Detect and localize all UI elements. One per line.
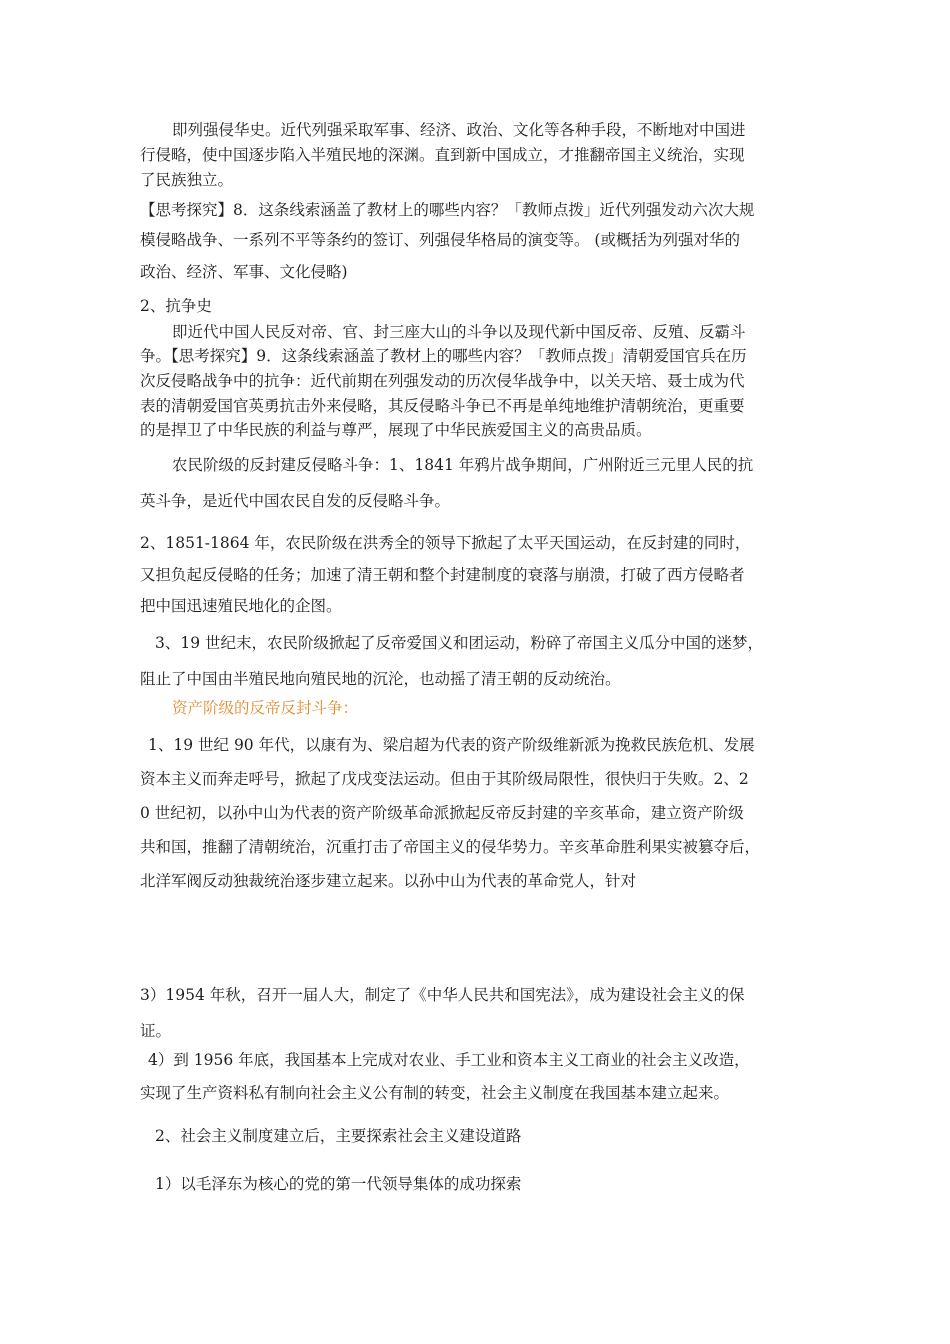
text-line: 行侵略，使中国逐步陷入半殖民地的深渊。直到新中国成立，才推翻帝国主义统治，实现 [140,146,745,164]
text-line: 3）1954 年秋，召开一届人大，制定了《中华人民共和国宪法》，成为建设社会主义的保 [140,986,745,1004]
text-line: 的是捍卫了中华民族的利益与尊严，展现了中华民族爱国主义的高贵品质。 [140,421,652,439]
text-line: 资本主义而奔走呼号，掀起了戊戌变法运动。但由于其阶级局限性，很快归于失败。2、2 [140,770,749,788]
text-line: 北洋军阀反动独裁统治逐步建立起来。以孙中山为代表的革命党人，针对 [140,872,637,890]
text-line: 4）到 1956 年底，我国基本上完成对农业、手工业和资本主义工商业的社会主义改造， [148,1051,750,1069]
text-line: 证。 [140,1022,172,1040]
text-line: 把中国迅速殖民地化的企图。 [140,597,342,615]
text-line: 1）以毛泽东为核心的党的第一代领导集体的成功探索 [155,1175,522,1193]
text-line: 英斗争，是近代中国农民自发的反侵略斗争。 [140,492,451,510]
text-line: 争。【思考探究】9．这条线索涵盖了教材上的哪些内容？「教师点拨」清朝爱国官兵在历 [140,347,747,365]
text-line: 即列强侵华史。近代列强采取军事、经济、政治、文化等各种手段，不断地对中国进 [172,121,746,139]
text-line: 政治、经济、军事、文化侵略) [140,263,348,281]
section-heading: 2、抗争史 [140,297,212,315]
text-line: 阻止了中国由半殖民地向殖民地的沉沦，也动摇了清王朝的反动统治。 [140,670,621,688]
text-line: 实现了生产资料私有制向社会主义公有制的转变，社会主义制度在我国基本建立起来。 [140,1084,730,1102]
text-line: 了民族独立。 [140,171,234,189]
text-line: 0 世纪初，以孙中山为代表的资产阶级革命派掀起反帝反封建的辛亥革命，建立资产阶级 [140,804,744,822]
text-line: 共和国，推翻了清朝统治，沉重打击了帝国主义的侵华势力。辛亥革命胜利果实被篡夺后， [140,838,761,856]
text-line: 次反侵略战争中的抗争：近代前期在列强发动的历次侵华战争中，以关天培、聂士成为代 [140,372,745,390]
text-line: 表的清朝爱国官英勇抗击外来侵略，其反侵略斗争已不再是单纯地维护清朝统治，更重要 [140,397,745,415]
section-heading: 资产阶级的反帝反封斗争： [172,699,359,717]
text-line: 3、19 世纪末，农民阶级掀起了反帝爱国义和团运动，粉碎了帝国主义瓜分中国的迷梦， [155,634,764,652]
text-line: 【思考探究】8．这条线索涵盖了教材上的哪些内容？「教师点拨」近代列强发动六次大规 [140,201,755,219]
text-line: 2、1851-1864 年，农民阶级在洪秀全的领导下掀起了太平天国运动，在反封建的同时， [140,534,751,552]
text-line: 2、社会主义制度建立后，主要探索社会主义建设道路 [155,1127,522,1145]
text-line: 即近代中国人民反对帝、官、封三座大山的斗争以及现代新中国反帝、反殖、反霸斗 [172,323,746,341]
text-line: 1、19 世纪 90 年代，以康有为、梁启超为代表的资产阶级维新派为挽救民族危机、发展 [148,736,755,754]
text-line: 又担负起反侵略的任务；加速了清王朝和整个封建制度的衰落与崩溃，打破了西方侵略者 [140,566,745,584]
text-line: 农民阶级的反封建反侵略斗争：1、1841 年鸦片战争期间，广州附近三元里人民的抗 [172,456,754,474]
text-line: 模侵略战争、一系列不平等条约的签订、列强侵华格局的演变等。 (或概括为列强对华的 [140,231,740,249]
